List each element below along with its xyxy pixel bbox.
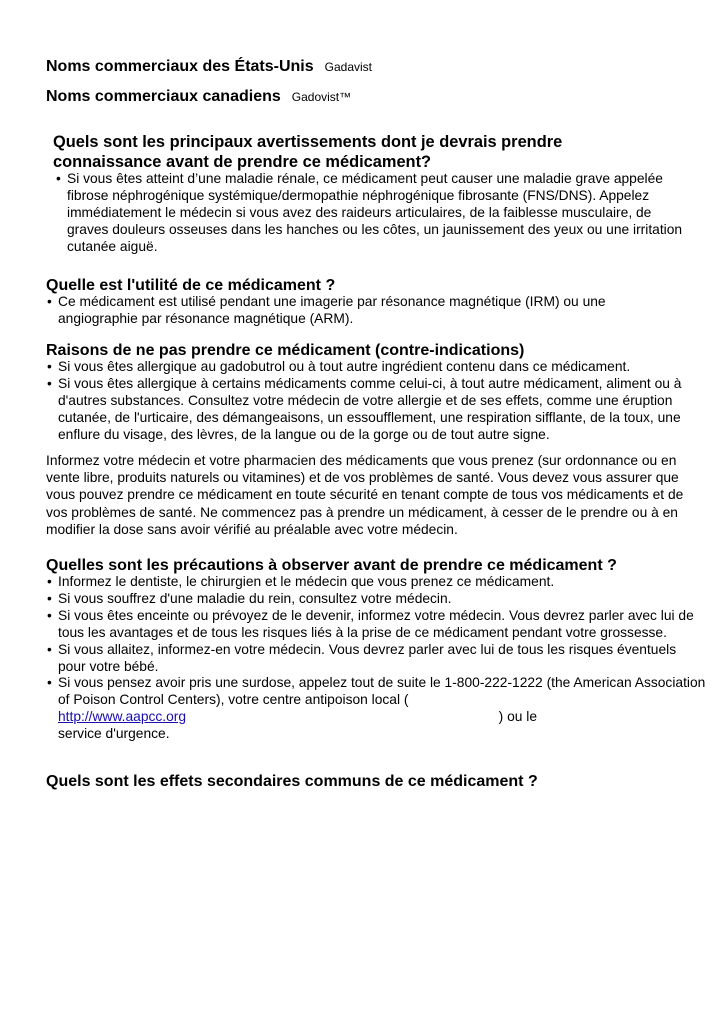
contraindication-text: Si vous êtes allergique à certains médicaments comme celui-ci, à tout autre médicament, aliment ou à d'autres substances. Consultez votre médecin de votre allergie et de ses effets, comme une éruption cutanée, de l'urticaire, des démangeaisons, un essoufflement, une respiration sifflante, de la toux, une enflure du visage, des lèvres, de la langue ou de la gorge ou de tout autre signe.	[58, 375, 682, 442]
use-text: Ce médicament est utilisé pendant une imagerie par résonance magnétique (IRM) ou une angiographie par résonance magnétique (ARM).	[58, 294, 606, 326]
precaution-text: Si vous êtes enceinte ou prévoyez de le devenir, informez votre médecin. Vous devrez parler avec lui de tous les avantages et de tous les risques liés à la prise de ce médicament pendant votre grossesse.	[58, 607, 694, 640]
uses-list	[46, 294, 676, 328]
warning-text: Si vous êtes atteint d’une maladie rénale, ce médicament peut causer une maladie grave appelée fibrose néphrogénique systémique/dermopathie néphrogénique fibrosante (FNS/DNS). Appelez immédiatement le médecin si vous avez des raideurs articulaires, de la faiblesse musculaire, de graves douleurs osseuses dans les hanches ou les côtes, un jaunissement des yeux ou une irritation cutanée aiguë.	[67, 171, 683, 254]
poison-control-link[interactable]: http://www.aapcc.org	[58, 709, 187, 725]
bullet: •	[47, 607, 52, 623]
contraindications-heading: Raisons de ne pas prendre ce médicament (contre-indications)	[46, 342, 525, 359]
bullet: •	[47, 675, 52, 691]
use-item	[46, 294, 676, 328]
canadian-brand-label: Noms commerciaux canadiens	[46, 88, 281, 105]
precautions-heading: Quelles sont les précautions à observer avant de prendre ce médicament ?	[46, 557, 617, 574]
precaution-item	[46, 574, 706, 591]
us-brand-label: Noms commerciaux des États-Unis	[46, 58, 314, 75]
bullet: •	[56, 171, 61, 186]
precaution-item	[46, 591, 706, 608]
contraindication-item	[46, 359, 701, 376]
precautions-list	[46, 574, 706, 743]
contraindication-item	[46, 376, 701, 444]
us-brand-names	[46, 58, 372, 76]
bullet: •	[47, 294, 52, 309]
bullet: •	[47, 375, 52, 391]
bullet: •	[47, 590, 52, 606]
precaution-item	[46, 642, 706, 676]
side-effects-heading: Quels sont les effets secondaires communs de ce médicament ?	[46, 773, 538, 790]
bullet: •	[47, 359, 52, 374]
precaution-item	[46, 608, 706, 642]
overdose-text: Si vous pensez avoir pris une surdose, appelez tout de suite le 1-800-222-1222 (the American Association of Poison Control Centers), votre centre antipoison local (	[58, 675, 706, 708]
contraindications-paragraph: Informez votre médecin et votre pharmacien des médicaments que vous prenez (sur ordonnance ou en vente libre, produits naturels ou vitamines) et de vos problèmes de santé. Vous devez vous assurer que vous pouvez prendre ce médicament en toute sécurité en tenant compte de tous vos médicaments et de vos problèmes de santé. Ne commencez pas à prendre un médicament, à cesser de le prendre ou à en modifier la dose sans avoir vérifié au préalable avec votre médecin.	[46, 453, 684, 537]
warnings-list	[55, 171, 695, 256]
canadian-brand-value: Gadovist™	[291, 90, 352, 104]
warning-item	[55, 171, 695, 256]
precaution-text: Si vous allaitez, informez-en votre médecin. Vous devrez parler avec lui de tous les risques éventuels pour votre bébé.	[58, 641, 677, 674]
overdose-after-link: ) ou le	[498, 709, 537, 725]
overdose-end: service d'urgence.	[58, 726, 170, 742]
bullet: •	[47, 641, 52, 657]
precaution-item-overdose	[46, 675, 706, 743]
contraindication-text: Si vous êtes allergique au gadobutrol ou à tout autre ingrédient contenu dans ce médicament.	[58, 359, 631, 374]
canadian-brand-names	[46, 88, 351, 106]
us-brand-value: Gadavist	[324, 60, 373, 74]
bullet: •	[47, 574, 52, 589]
overdose-link-row	[58, 709, 537, 726]
precaution-text: Informez le dentiste, le chirurgien et le médecin que vous prenez ce médicament.	[58, 574, 555, 589]
precaution-text: Si vous souffrez d'une maladie du rein, consultez votre médecin.	[58, 590, 452, 606]
uses-heading: Quelle est l'utilité de ce médicament ?	[46, 277, 336, 294]
warnings-heading: Quels sont les principaux avertissements dont je devrais prendre connaissance avant de prendre ce médicament?	[53, 133, 563, 171]
contraindications-list	[46, 359, 701, 444]
